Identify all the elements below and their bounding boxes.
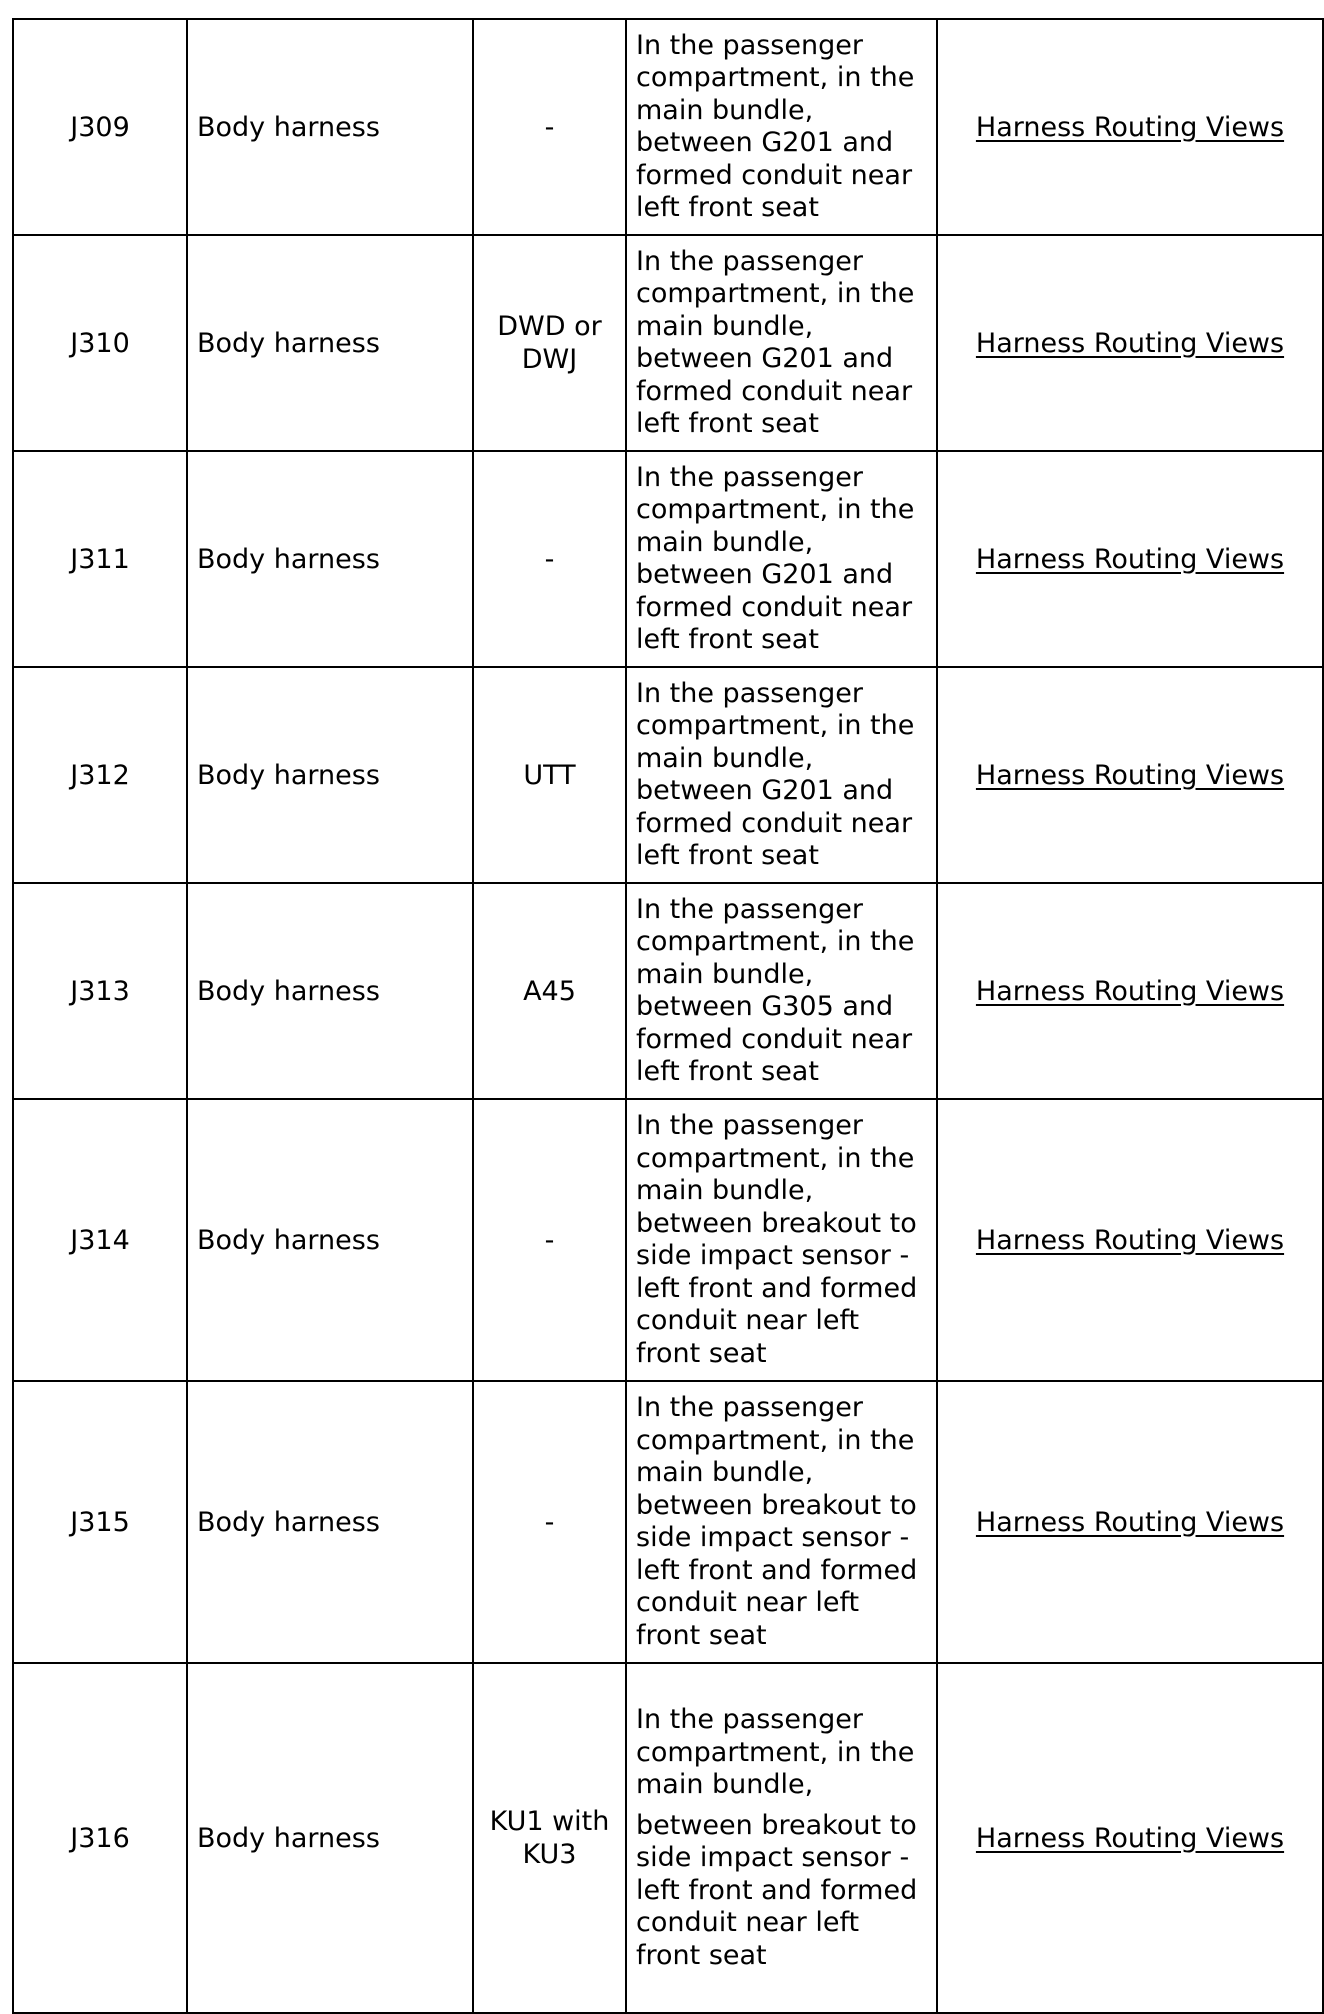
table-row [13, 667, 1323, 883]
connector-id-cell: J316 [13, 1663, 187, 2013]
table-row [13, 1381, 1323, 1663]
table-row [13, 883, 1323, 1099]
option-cell: - [473, 19, 626, 235]
link-cell [937, 883, 1323, 1099]
option-cell: UTT [473, 667, 626, 883]
connector-id-cell: J309 [13, 19, 187, 235]
table-row [13, 1099, 1323, 1381]
location-cell [626, 1663, 937, 2013]
option-cell: A45 [473, 883, 626, 1099]
harness-routing-views-link[interactable]: Harness Routing Views [975, 327, 1285, 359]
harness-cell: Body harness [187, 19, 473, 235]
link-cell [937, 19, 1323, 235]
location-text: In the passenger compartment, in the main bundle, between G201 and formed conduit near left front seat [636, 245, 915, 439]
location-cell [626, 235, 937, 451]
location-text: In the passenger compartment, in the main bundle, between breakout to side impact sensor - left front and formed conduit near left front seat [636, 1392, 918, 1651]
harness-routing-views-link[interactable]: Harness Routing Views [975, 1822, 1285, 1854]
table-body [13, 19, 1323, 2013]
harness-routing-views-link[interactable]: Harness Routing Views [975, 543, 1285, 575]
connector-id-cell: J314 [13, 1099, 187, 1381]
location-cell [626, 451, 937, 667]
connector-id-cell: J312 [13, 667, 187, 883]
location-cell [626, 19, 937, 235]
connector-id-cell: J311 [13, 451, 187, 667]
option-cell: KU1 with KU3 [473, 1663, 626, 2013]
connector-id-cell: J310 [13, 235, 187, 451]
harness-cell: Body harness [187, 1099, 473, 1381]
option-cell: - [473, 1381, 626, 1663]
location-text: In the passenger compartment, in the main bundle, between G201 and formed conduit near left front seat [636, 29, 915, 223]
option-cell: - [473, 1099, 626, 1381]
harness-routing-views-link[interactable]: Harness Routing Views [975, 111, 1285, 143]
table-row [13, 1663, 1323, 2013]
harness-cell: Body harness [187, 1381, 473, 1663]
option-cell: - [473, 451, 626, 667]
link-cell [937, 1663, 1323, 2013]
harness-cell: Body harness [187, 235, 473, 451]
location-text: In the passenger compartment, in the main bundle, between G305 and formed conduit near left front seat [636, 893, 915, 1087]
location-text: between breakout to side impact sensor - left front and formed conduit near left front seat [636, 1809, 918, 1971]
harness-routing-views-link[interactable]: Harness Routing Views [975, 759, 1285, 791]
table-row [13, 451, 1323, 667]
link-cell [937, 667, 1323, 883]
connector-location-table [12, 18, 1324, 2014]
link-cell [937, 1381, 1323, 1663]
location-cell [626, 667, 937, 883]
harness-cell: Body harness [187, 1663, 473, 2013]
harness-routing-views-link[interactable]: Harness Routing Views [975, 1224, 1285, 1256]
link-cell [937, 1099, 1323, 1381]
location-cell [626, 1099, 937, 1381]
harness-routing-views-link[interactable]: Harness Routing Views [975, 1506, 1285, 1538]
harness-routing-views-link[interactable]: Harness Routing Views [975, 975, 1285, 1007]
link-cell [937, 235, 1323, 451]
table-row [13, 19, 1323, 235]
location-text: In the passenger compartment, in the main bundle, between G201 and formed conduit near left front seat [636, 677, 915, 871]
table-row [13, 235, 1323, 451]
option-cell: DWD or DWJ [473, 235, 626, 451]
connector-id-cell: J315 [13, 1381, 187, 1663]
harness-cell: Body harness [187, 667, 473, 883]
location-text: In the passenger compartment, in the main bundle, [636, 1704, 915, 1800]
location-text: In the passenger compartment, in the main bundle, between G201 and formed conduit near left front seat [636, 461, 915, 655]
link-cell [937, 451, 1323, 667]
harness-cell: Body harness [187, 883, 473, 1099]
location-cell [626, 1381, 937, 1663]
harness-cell: Body harness [187, 451, 473, 667]
location-cell [626, 883, 937, 1099]
location-text: In the passenger compartment, in the main bundle, between breakout to side impact sensor - left front and formed conduit near left front seat [636, 1110, 918, 1369]
connector-id-cell: J313 [13, 883, 187, 1099]
